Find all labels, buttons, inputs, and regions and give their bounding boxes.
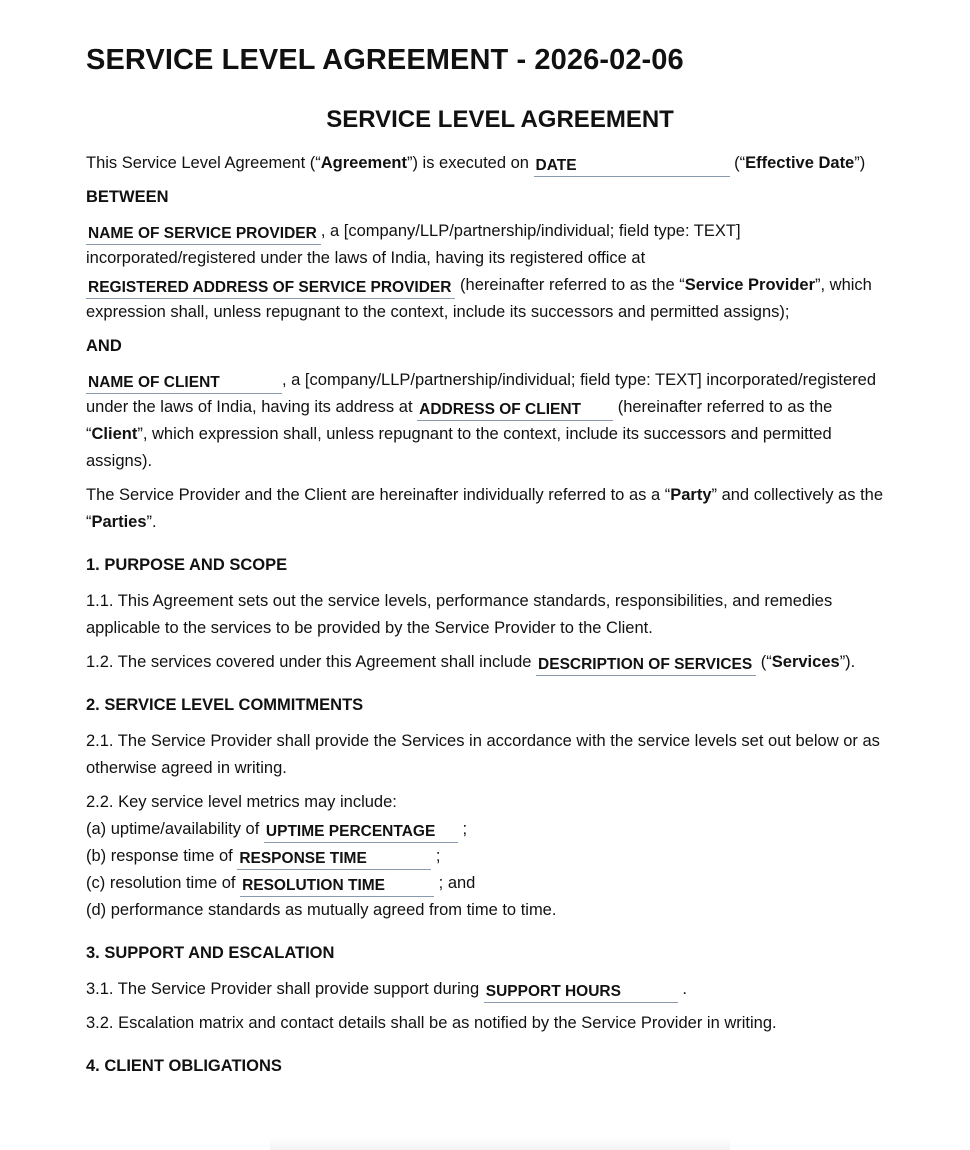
clause-3-1-text: 3.1. The Service Provider shall provide support during [86, 980, 484, 998]
and-label: AND [86, 337, 122, 355]
parties-text-2: ” and collectively as the “ [86, 486, 884, 531]
service-provider-term: Service Provider [684, 276, 815, 294]
metric-a-end: ; [462, 820, 468, 838]
intro-text-2: ”) is executed on [406, 154, 534, 172]
document-page [86, 38, 886, 1089]
section-3-heading: 3. SUPPORT AND ESCALATION [86, 944, 335, 962]
provider-paragraph [86, 218, 886, 326]
provider-text-3: ”, which expression shall, unless repugnant to the context, include its successors and permitted assigns); [86, 276, 872, 321]
client-text-1: , a [company/LLP/partnership/individual; field type: TEXT] incorporated/registered under the laws of India, having its address at [86, 371, 877, 416]
parties-text-3: ”. [146, 513, 157, 531]
metric-b-end: ; [435, 847, 441, 865]
parties-text-1: The Service Provider and the Client are hereinafter individually referred to as a “ [86, 486, 671, 504]
page-bottom-fade [270, 1138, 730, 1150]
metric-d: (d) performance standards as mutually agreed from time to time. [86, 901, 557, 919]
client-paragraph [86, 367, 886, 475]
clause-1-1: 1.1. This Agreement sets out the service levels, performance standards, responsibilities, and remedies applicable to the services to be provided by the Service Provider to the Client. [86, 592, 833, 637]
section-2-heading: 2. SERVICE LEVEL COMMITMENTS [86, 696, 364, 714]
client-text-2: (hereinafter referred to as the “ [86, 398, 833, 443]
clause-2-2-intro: 2.2. Key service level metrics may include: [86, 793, 397, 811]
resolution-time-field[interactable]: RESOLUTION TIME [240, 876, 434, 897]
metric-a [86, 816, 886, 843]
service-provider-address-field[interactable]: REGISTERED ADDRESS OF SERVICE PROVIDER [86, 278, 455, 299]
agreement-heading: SERVICE LEVEL AGREEMENT [326, 106, 674, 133]
date-field[interactable]: DATE [534, 156, 730, 177]
intro-text-4: ”) [854, 154, 866, 172]
uptime-percentage-field[interactable]: UPTIME PERCENTAGE [264, 822, 458, 843]
clause-1-2-text-3: ”). [839, 653, 856, 671]
support-hours-field[interactable]: SUPPORT HOURS [484, 982, 678, 1003]
client-text-3: ”, which expression shall, unless repugnant to the context, include its successors and permitted assigns). [86, 425, 832, 470]
intro-paragraph [86, 150, 886, 177]
between-label: BETWEEN [86, 188, 169, 206]
metric-b-text: (b) response time of [86, 847, 238, 865]
clause-3-1 [86, 976, 886, 1003]
clause-2-1: 2.1. The Service Provider shall provide the Services in accordance with the service levels set out below or as otherwise agreed in writing. [86, 732, 880, 777]
clause-1-2-text-1: 1.2. The services covered under this Agreement shall include [86, 653, 537, 671]
response-time-field[interactable]: RESPONSE TIME [237, 849, 431, 870]
metric-b [86, 843, 886, 870]
clause-1-2-text-2: (“ [756, 653, 772, 671]
client-term: Client [91, 425, 138, 443]
party-term: Party [670, 486, 712, 504]
metric-c-text: (c) resolution time of [86, 874, 241, 892]
service-provider-name-field[interactable]: NAME OF SERVICE PROVIDER [86, 224, 321, 245]
parties-paragraph [86, 482, 886, 536]
clause-2-2 [86, 789, 886, 924]
intro-text-1: This Service Level Agreement (“ [86, 154, 321, 172]
intro-text-3: (“ [729, 154, 746, 172]
metric-c-end: ; and [438, 874, 476, 892]
parties-term: Parties [91, 513, 147, 531]
clause-1-2 [86, 649, 886, 676]
section-1-heading: 1. PURPOSE AND SCOPE [86, 556, 288, 574]
client-address-field[interactable]: ADDRESS OF CLIENT [417, 400, 613, 421]
provider-text-1: , a [company/LLP/partnership/individual; field type: TEXT] incorporated/registered under the laws of India, having its registered office at [86, 222, 741, 267]
metric-c [86, 870, 886, 897]
metric-a-text: (a) uptime/availability of [86, 820, 264, 838]
agreement-term: Agreement [320, 154, 407, 172]
services-term: Services [771, 653, 840, 671]
description-of-services-field[interactable]: DESCRIPTION OF SERVICES [536, 655, 756, 676]
client-name-field[interactable]: NAME OF CLIENT [86, 373, 282, 394]
clause-3-1-end: . [682, 980, 687, 998]
section-4-heading: 4. CLIENT OBLIGATIONS [86, 1057, 282, 1075]
provider-text-2: (hereinafter referred to as the “ [455, 276, 685, 294]
document-title: SERVICE LEVEL AGREEMENT - 2026-02-06 [86, 44, 684, 76]
clause-3-2: 3.2. Escalation matrix and contact details shall be as notified by the Service Provider in writing. [86, 1014, 777, 1032]
effective-date-term: Effective Date [745, 154, 855, 172]
